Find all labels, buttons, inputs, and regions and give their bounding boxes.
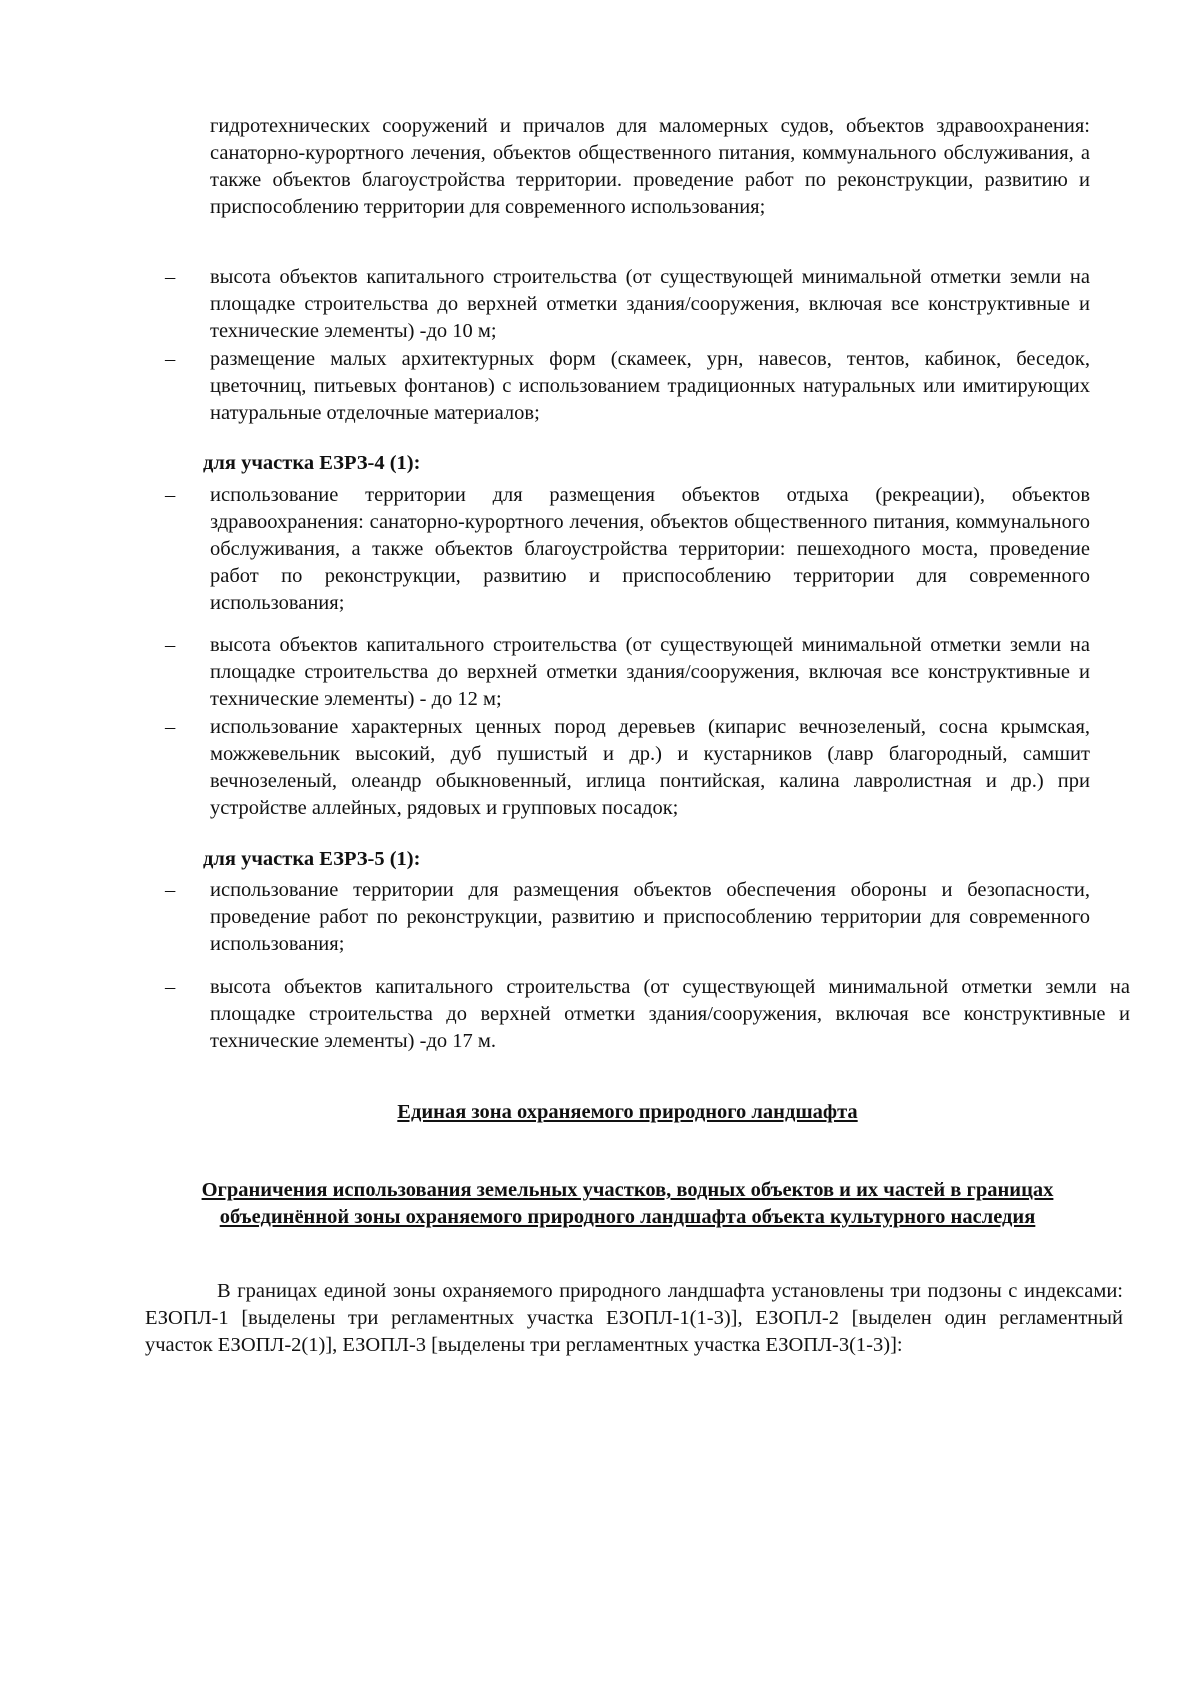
list-item-text: использование характерных ценных пород деревьев (кипарис вечнозеленый, сосна крымская, можжевельник высокий, дуб пушистый и др.) и кустарников (лавр благородный, самшит вечнозеленый, олеандр обыкновенный, иглица понтийская, калина лавролистная и др.) при устройстве аллейных, рядовых и групповых посадок; [210, 716, 1090, 819]
intro-continuation: гидротехнических сооружений и причалов для маломерных судов, объектов здравоохранения: санаторно-курортного лечения, объектов общественного питания, коммунального обслуживания, а также объектов благоустройства территории. проведение работ по реконструкции, развитию и приспособлению территории для современного использования; [210, 115, 1090, 218]
bullet-dash: – [165, 484, 176, 506]
list-item-text: использование территории для размещения объектов отдыха (рекреации), объектов здравоохранения: санаторно-курортного лечения, объектов общественного питания, коммунального обслуживания, а также объектов благоустройства территории: пешеходного моста, проведение работ по реконструкции, развитию и приспособлению территории для современного использования; [210, 484, 1090, 614]
list-item-text: высота объектов капитального строительства (от существующей минимальной отметки земли на площадке строительства до верхней отметки здания/сооружения, включая все конструктивные и технические элементы) - до 12 м; [210, 634, 1090, 710]
zone-title: Единая зона охраняемого природного ландшафта [397, 1101, 858, 1123]
list-item [165, 974, 1130, 1055]
list-item-text: высота объектов капитального строительства (от существующей минимальной отметки земли на площадке строительства до верхней отметки здания/сооружения, включая все конструктивные и технические элементы) -до 10 м; [210, 266, 1090, 342]
list-item [165, 632, 1090, 713]
list-item-text: размещение малых архитектурных форм (скамеек, урн, навесов, тентов, кабинок, беседок, цветочниц, питьевых фонтанов) с использованием традиционных натуральных или имитирующих натуральные отделочные материалов; [210, 348, 1090, 424]
list-item-text: использование территории для размещения объектов обеспечения обороны и безопасности, проведение работ по реконструкции, развитию и приспособлению территории для современного использования; [210, 879, 1090, 955]
section-heading-ezrz-4: для участка ЕЗРЗ-4 (1): [203, 452, 421, 474]
list-item [165, 877, 1090, 958]
list-item [165, 482, 1090, 617]
list-item-text: высота объектов капитального строительства (от существующей минимальной отметки земли на площадке строительства до верхней отметки здания/сооружения, включая все конструктивные и технические элементы) -до 17 м. [210, 976, 1130, 1052]
bullet-dash: – [165, 879, 176, 901]
list-item [165, 346, 1090, 427]
bullet-dash: – [165, 716, 176, 738]
bullet-dash: – [165, 634, 176, 656]
body-paragraph: В границах единой зоны охраняемого природного ландшафта установлены три подзоны с индексами: ЕЗОПЛ-1 [выделены три регламентных участка ЕЗОПЛ-1(1-3)], ЕЗОПЛ-2 [выделен один регламентный участок ЕЗОПЛ-2(1)], ЕЗОПЛ-3 [выделены три регламентных участка ЕЗОПЛ-3(1-3)]: [145, 1280, 1123, 1356]
section-heading-ezrz-5: для участка ЕЗРЗ-5 (1): [203, 848, 421, 870]
bullet-dash: – [165, 266, 176, 288]
restrictions-title: Ограничения использования земельных участков, водных объектов и их частей в границах объединённой зоны охраняемого природного ландшафта объекта культурного наследия [201, 1179, 1054, 1228]
bullet-dash: – [165, 976, 176, 998]
list-item [165, 264, 1090, 345]
list-item [165, 714, 1090, 822]
bullet-dash: – [165, 348, 176, 370]
